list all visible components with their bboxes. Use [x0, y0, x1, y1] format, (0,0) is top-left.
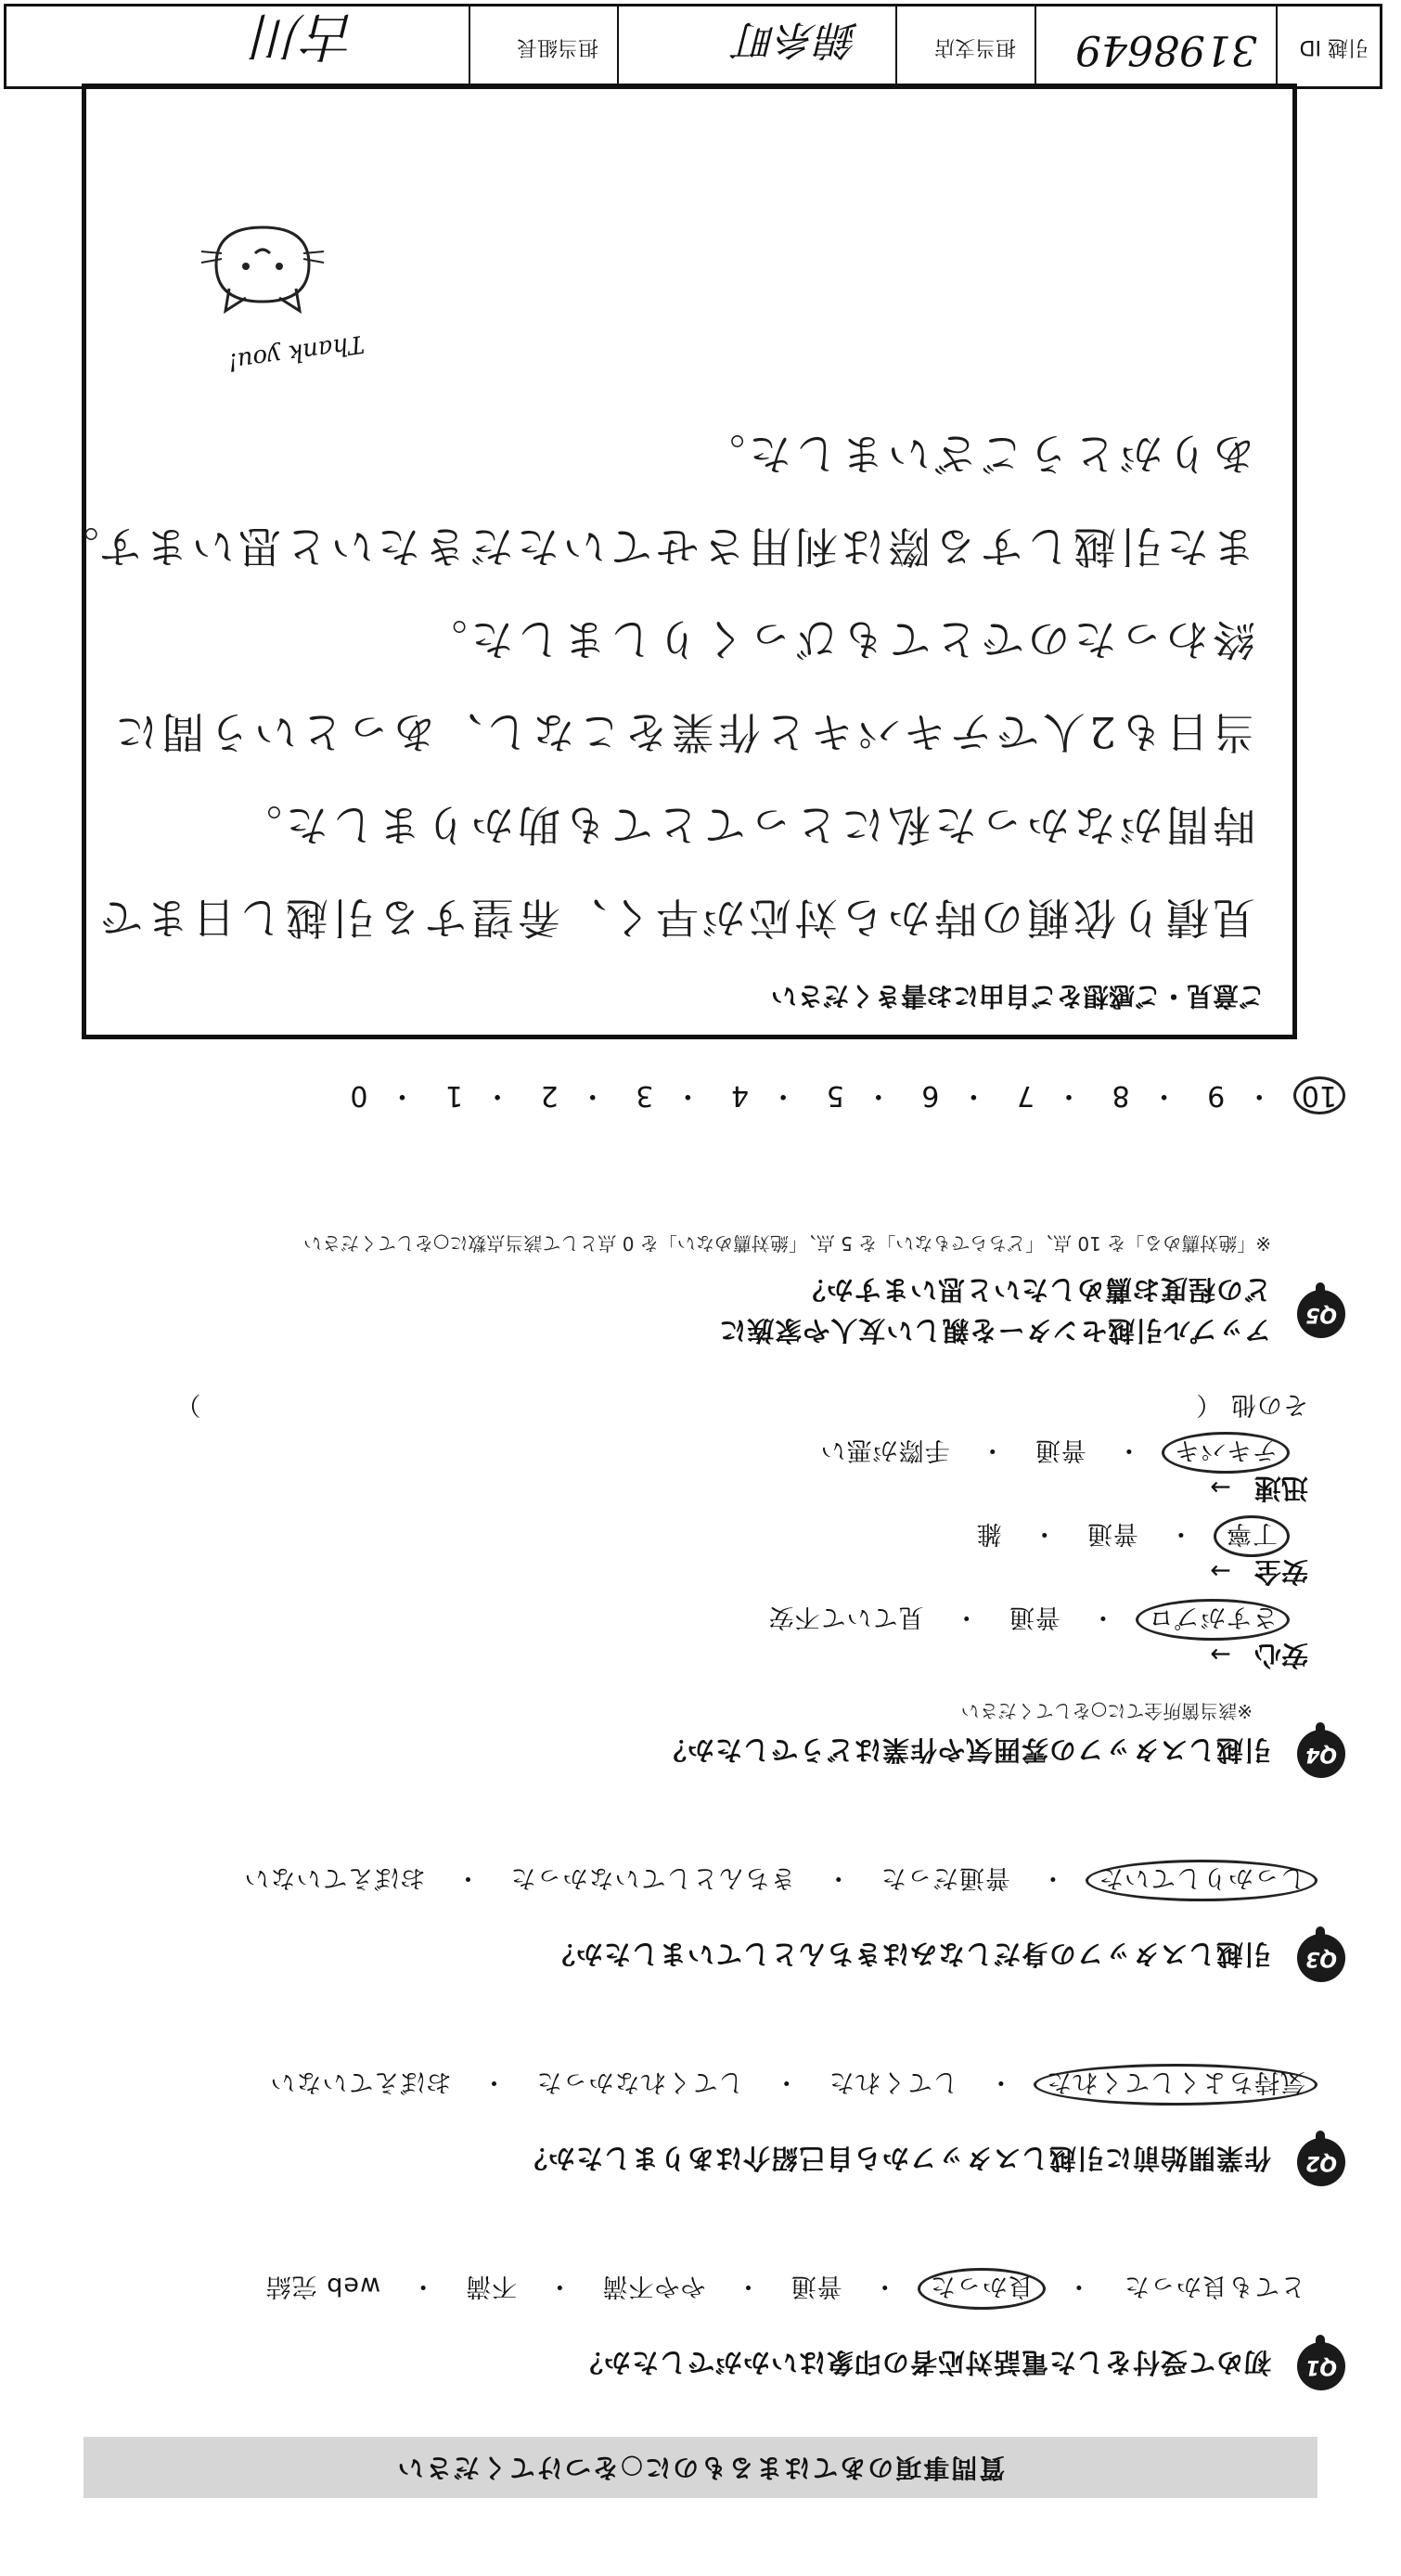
q1-option[interactable]: やや不満 [601, 2272, 706, 2300]
q4-row-anshin: 安心 → さすがプロ ・ 普通 ・ 見ていて不安 [796, 1602, 1308, 1676]
leader-label: 担当組長 [516, 35, 598, 58]
q3-option[interactable]: きちんとしていなかった [509, 1863, 796, 1892]
q1-badge-icon: Q1 [1297, 2342, 1345, 2390]
q4-row-label: 迅速 [1253, 1473, 1308, 1504]
q1-option[interactable]: 普通 [790, 2272, 842, 2300]
q2-option-selected[interactable]: 気持ちよくしてくれた [1034, 2064, 1317, 2106]
q5-note: ※「絶対薦める」を 10 点、「どちらでもない」を 5 点、「絶対薦めない」を 0 点として該当点数に○をしてください [302, 1232, 1271, 1255]
q1-option[interactable]: web 完結 [264, 2272, 381, 2300]
q3-option[interactable]: おぼえていない [243, 1863, 426, 1892]
q5-scale-value[interactable]: 0 [350, 1079, 368, 1112]
leader-cell [5, 6, 470, 86]
q5-badge-icon: Q5 [1297, 1290, 1345, 1338]
q4-option-selected[interactable]: 丁寧 [1214, 1515, 1290, 1557]
branch-value: 錦糸町 [736, 16, 858, 63]
q5-scale-value[interactable]: 8 [1112, 1079, 1130, 1112]
q3-option[interactable]: 普通だった [880, 1863, 1010, 1892]
branch-cell [617, 6, 897, 86]
q2-options: 気持ちよくしてくれた ・ してくれた ・ してくれなかった ・ おぼえていない [269, 2067, 1308, 2103]
q5-text-line2: どの程度お薦めしたいと思いますか？ [797, 1274, 1271, 1306]
q5-scale-value[interactable]: 2 [540, 1079, 559, 1112]
comment-line: 見積り依頼の時から対応が早く、希望する引越し日まで [96, 893, 1255, 943]
q4-option[interactable]: 手際が悪い [819, 1436, 950, 1464]
branch-label: 担当支店 [933, 35, 1016, 58]
q5-scale-value[interactable]: 5 [826, 1079, 844, 1112]
thank-you-note: Thank you! [225, 328, 366, 377]
q4-option[interactable]: 普通 [1034, 1436, 1086, 1464]
q5-scale-value[interactable]: 1 [445, 1079, 464, 1112]
q4-option-selected[interactable]: さすがプロ [1136, 1599, 1290, 1641]
q1-option[interactable]: 不満 [465, 2272, 518, 2300]
q4-option[interactable]: 普通 [1008, 1603, 1060, 1631]
q5-scale-value[interactable]: 6 [921, 1079, 940, 1112]
q2-option[interactable]: してくれなかった [535, 2067, 744, 2096]
move-id-value: 3198649 [1075, 26, 1257, 73]
q4-row-label: 安心 [1253, 1640, 1308, 1671]
q3-text: 引越しスタッフの身だしなみはきちんとしていましたか？ [546, 1938, 1271, 1970]
q4-other-label: その他 [1230, 1390, 1308, 1419]
q3-options: しっかりしていた ・ 普通だった ・ きちんとしていなかった ・ おぼえていない [243, 1862, 1308, 1899]
cat-doodle-icon [198, 209, 328, 320]
q5-scale-value[interactable]: 3 [636, 1079, 654, 1112]
q5-scale-value[interactable]: 7 [1016, 1079, 1035, 1112]
q4-other: その他 （） [174, 1390, 1308, 1419]
q5-scale-value[interactable]: 9 [1207, 1079, 1226, 1112]
q4-row-anzen: 安全 → 丁寧 ・ 普通 ・ 雑 [1004, 1518, 1308, 1592]
q2-text: 作業開始前に引越しスタッフから自己紹介はありましたか？ [519, 2143, 1271, 2174]
q1-option-selected[interactable]: 良かった [918, 2268, 1046, 2310]
q5-scale: 10 ・9 ・8 ・7 ・6 ・5 ・4 ・3 ・2 ・1 ・0 [37, 1078, 1336, 1119]
q4-text: 引越しスタッフの雰囲気や作業はどうでしたか？ [658, 1734, 1271, 1766]
q4-option[interactable]: 見ていて不安 [767, 1603, 924, 1631]
comment-line: また引越しする際は利用させていただきたいと思います。 [52, 522, 1255, 572]
move-id-cell [1035, 6, 1278, 86]
leader-value: 古川 [253, 6, 357, 66]
q4-row-jinsoku: 迅速 → テキパキ ・ 普通 ・ 手際が悪い [848, 1435, 1308, 1509]
comment-line: ありがとうございました。 [699, 429, 1255, 479]
q2-badge-icon: Q2 [1297, 2138, 1345, 2186]
q5-text-line1: アップル引越センターを親しい友人や家族に [718, 1315, 1271, 1346]
id-strip [4, 4, 1382, 89]
instruction-banner [84, 2437, 1317, 2498]
q4-note: ※該当箇所全てに○をしてください [960, 1700, 1253, 1722]
move-id-label: 引越 ID [1299, 35, 1369, 58]
q4-option[interactable]: 雑 [975, 1519, 1002, 1548]
instruction-text: 質問事項のあてはまるものに○をつけてください [395, 2453, 1006, 2483]
q2-option[interactable]: おぼえていない [269, 2067, 452, 2096]
comment-line: 時間がなかった私にとってとても助かりました。 [235, 800, 1255, 850]
q1-options: とても良かった ・ 良かった ・ 普通 ・ やや不満 ・ 不満 ・ web 完結 [265, 2271, 1308, 2307]
comment-line: 当日も2人でテキパキと作業をこなし、あっという間に [111, 707, 1255, 757]
comment-box [52, 84, 1297, 1039]
q1-option[interactable]: とても良かった [1124, 2272, 1305, 2300]
q4-option[interactable]: 普通 [1086, 1519, 1138, 1548]
q4-row-label: 安全 [1253, 1556, 1308, 1588]
q5-scale-value[interactable]: 4 [730, 1079, 750, 1112]
q4-option-selected[interactable]: テキパキ [1162, 1432, 1290, 1474]
comment-title: ご意見・ご感想をご自由にお書きください [770, 981, 1265, 1011]
q5-scale-selected[interactable]: 10 [1293, 1076, 1345, 1114]
q1-text: 初めて受付をした電話対応者の印象はいかがでしたか？ [574, 2347, 1271, 2378]
q4-badge-icon: Q4 [1297, 1730, 1345, 1778]
q2-option[interactable]: してくれた [828, 2067, 958, 2096]
q3-option-selected[interactable]: しっかりしていた [1086, 1860, 1317, 1901]
q3-badge-icon: Q3 [1297, 1934, 1345, 1982]
comment-line: 終わったのでとてもびっくりしました。 [420, 614, 1255, 664]
